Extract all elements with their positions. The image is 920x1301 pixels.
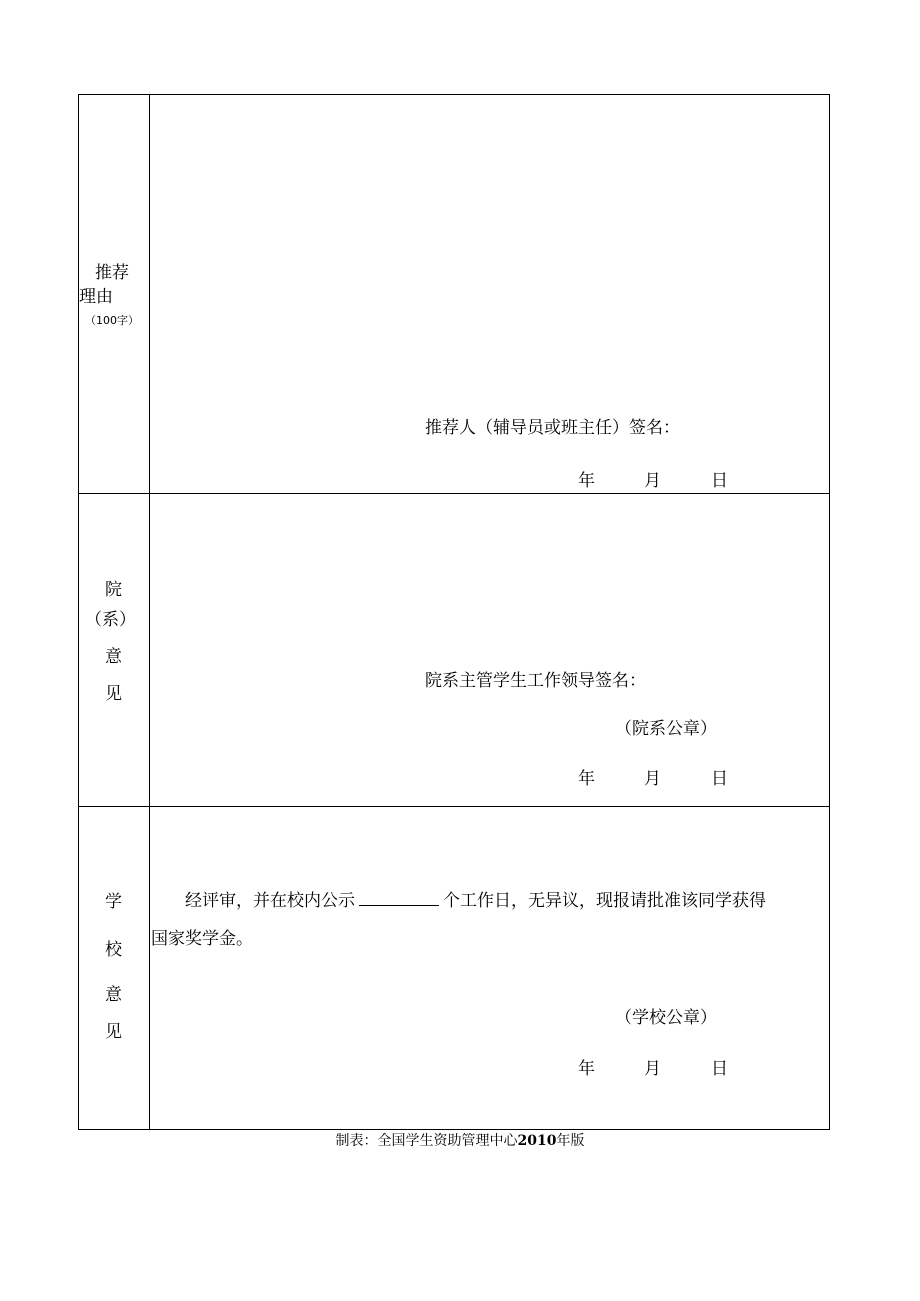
department-seal-label: （院系公章） [615, 719, 717, 739]
footer-year: 2010 [517, 1133, 557, 1149]
school-statement-part1: 经评审，并在校内公示 [185, 891, 355, 911]
recommend-date-day: 日 [711, 471, 728, 491]
school-date-day: 日 [711, 1059, 728, 1079]
recommend-date-month: 月 [644, 471, 661, 491]
school-label-char-2: 校 [105, 940, 122, 960]
school-date-month: 月 [644, 1059, 661, 1079]
school-seal-label: （学校公章） [615, 1008, 717, 1028]
recommend-label-line1: 推荐 [95, 263, 129, 283]
school-statement-part2: 个工作日，无异议，现报请批准该同学获得 [443, 891, 766, 911]
department-date-month: 月 [644, 769, 661, 789]
department-label-char-2: （系） [85, 610, 136, 630]
department-date-day: 日 [711, 769, 728, 789]
school-label-char-4: 见 [105, 1022, 122, 1042]
school-label-char-1: 学 [105, 892, 122, 912]
department-date-year: 年 [578, 769, 595, 789]
recommender-signature-label: 推荐人（辅导员或班主任）签名： [425, 418, 680, 438]
column-divider [149, 95, 150, 1129]
form-footer [0, 1132, 920, 1150]
footer-suffix: 年版 [556, 1133, 585, 1149]
school-label-char-3: 意 [105, 985, 122, 1005]
row-divider-1 [79, 493, 829, 494]
scholarship-form-table [78, 94, 830, 1130]
school-statement-line2: 国家奖学金。 [151, 929, 253, 949]
row-divider-2 [79, 806, 829, 807]
department-label-char-1: 院 [105, 580, 122, 600]
department-label-char-3: 意 [105, 647, 122, 667]
publicity-days-blank[interactable] [359, 891, 439, 906]
department-signature-label: 院系主管学生工作领导签名： [425, 671, 646, 691]
department-label-char-4: 见 [105, 684, 122, 704]
school-statement-line1 [185, 891, 766, 911]
school-date-year: 年 [578, 1059, 595, 1079]
recommend-label-line2: 理由 [79, 287, 113, 307]
recommend-date-year: 年 [578, 471, 595, 491]
recommend-label-note: （100字） [85, 314, 139, 327]
footer-prefix: 制表：全国学生资助管理中心 [335, 1133, 518, 1149]
